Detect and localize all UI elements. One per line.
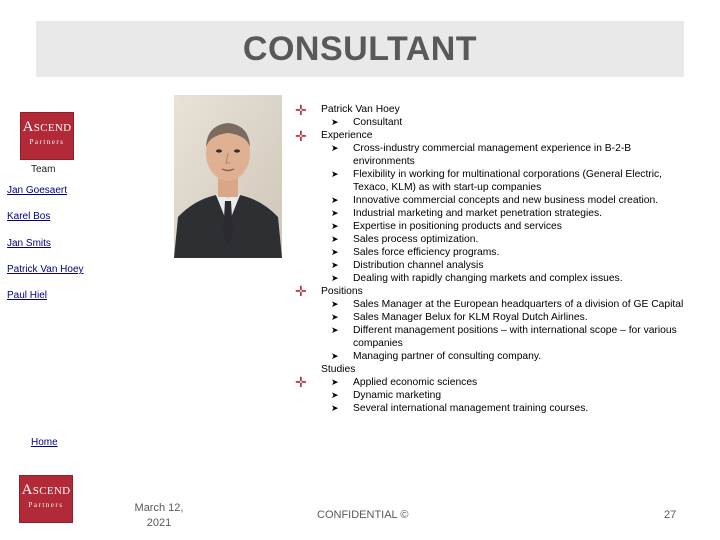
arrow-bullet-icon: ➤: [331, 273, 339, 283]
experience-list: [321, 142, 691, 285]
team-link-karel-bos[interactable]: Karel Bos: [7, 211, 51, 222]
arrow-bullet-icon: ➤: [331, 208, 339, 218]
experience-item: ➤ Sales process optimization.: [331, 234, 479, 245]
arrow-bullet-icon: ➤: [331, 312, 339, 322]
team-link-jan-smits[interactable]: Jan Smits: [7, 238, 51, 249]
home-link[interactable]: Home: [31, 437, 58, 448]
position-item: ➤ Different management positions – with international scope – for various companies: [331, 325, 677, 349]
ascend-partners-logo: ASCEND Partners: [20, 112, 74, 160]
arrow-bullet-icon: ➤: [331, 195, 339, 205]
position-item: ➤ Sales Manager Belux for KLM Royal Dutch Airlines.: [331, 312, 588, 323]
arrow-bullet-icon: ➤: [331, 325, 339, 335]
arrow-bullet-icon: ➤: [331, 299, 339, 309]
position-item: ➤ Sales Manager at the European headquarters of a division of GE Capital: [331, 299, 684, 310]
consultant-name: Patrick Van Hoey: [321, 104, 400, 115]
arrow-bullet-icon: ➤: [331, 234, 339, 244]
experience-item: ➤ Industrial marketing and market penetration strategies.: [331, 208, 602, 219]
team-link-patrick-van-hoey[interactable]: Patrick Van Hoey: [7, 264, 84, 275]
arrow-bullet-icon: ➤: [331, 260, 339, 270]
ascend-partners-footer-logo: ASCEND Partners: [19, 475, 73, 523]
study-item: ➤ Several international management training courses.: [331, 403, 589, 414]
arrow-bullet-icon: ➤: [331, 403, 339, 413]
plus-bullet-icon: ✛: [295, 128, 307, 144]
page-number: 27: [664, 509, 677, 521]
arrow-bullet-icon: ➤: [331, 390, 339, 400]
plus-bullet-icon: ✛: [295, 283, 307, 299]
footer-date: March 12, 2021: [134, 502, 184, 529]
experience-item: ➤ Sales force efficiency programs.: [331, 247, 500, 258]
experience-item: ➤ Innovative commercial concepts and new business model creation.: [331, 195, 659, 206]
positions-list: [321, 298, 691, 363]
positions-heading: Positions: [321, 286, 363, 297]
arrow-bullet-icon: ➤: [331, 247, 339, 257]
arrow-bullet-icon: ➤: [331, 169, 339, 179]
experience-heading: Experience: [321, 130, 373, 141]
plus-bullet-icon: ✛: [295, 374, 307, 390]
arrow-bullet-icon: ➤: [331, 117, 339, 127]
arrow-bullet-icon: ➤: [331, 221, 339, 231]
experience-item: ➤ Distribution channel analysis: [331, 260, 484, 271]
consultant-bio: [321, 103, 691, 415]
study-item: ➤ Applied economic sciences: [331, 377, 478, 388]
arrow-bullet-icon: ➤: [331, 377, 339, 387]
slide-title: CONSULTANT: [242, 30, 478, 68]
role-item: ➤ Consultant: [331, 117, 403, 128]
experience-item: ➤ Cross-industry commercial management experience in B-2-B environments: [331, 143, 632, 167]
arrow-bullet-icon: ➤: [331, 351, 339, 361]
study-item: ➤ Dynamic marketing: [331, 390, 442, 401]
studies-list: [321, 376, 691, 415]
experience-item: ➤ Dealing with rapidly changing markets and complex issues.: [331, 273, 623, 284]
position-item: ➤ Managing partner of consulting company.: [331, 351, 542, 362]
team-link-paul-hiel[interactable]: Paul Hiel: [7, 290, 48, 301]
experience-item: ➤ Expertise in positioning products and services: [331, 221, 562, 232]
experience-item: ➤ Flexibility in working for multinational corporations (General Electric, Texaco, KLM) as with start-up companies: [331, 169, 663, 193]
arrow-bullet-icon: ➤: [331, 143, 339, 153]
plus-bullet-icon: ✛: [295, 102, 307, 118]
team-link-jan-goesaert[interactable]: Jan Goesaert: [7, 185, 68, 196]
studies-heading: Studies: [321, 364, 356, 375]
consultant-portrait-photo: [174, 95, 282, 258]
team-label: Team: [31, 164, 56, 175]
footer-confidential: CONFIDENTIAL ©: [317, 509, 409, 521]
